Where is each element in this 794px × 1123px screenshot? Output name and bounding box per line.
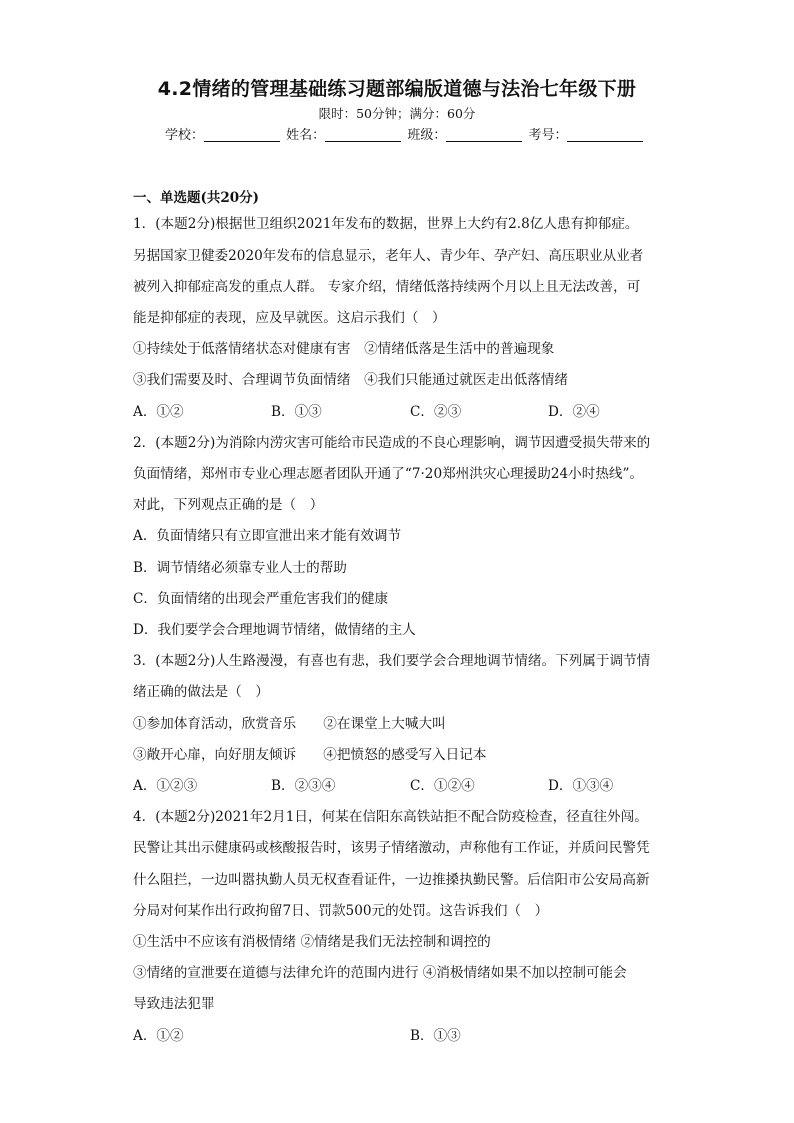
question-3-statement: ①参加体育活动，欣赏音乐 ②在课堂上大喊大叫 <box>133 716 446 732</box>
question-3-statement: ③敞开心扉，向好朋友倾诉 ④把愤怒的感受写入日记本 <box>133 747 487 763</box>
question-2-line: 2．(本题2分)为消除内涝灾害可能给市民造成的不良心理影响，调节因遭受损失带来的 <box>133 435 651 451</box>
question-2-line: 负面情绪，郑州市专业心理志愿者团队开通了“7·20郑州洪灾心理援助24小时热线”。 <box>133 466 644 482</box>
time-limit-info: 限时：50分钟；满分：60分 <box>318 106 476 121</box>
question-3-line: 3．(本题2分)人生路漫漫，有喜也有悲，我们要学会合理地调节情绪。下列属于调节情 <box>133 653 651 669</box>
question-4-statement: 导致违法犯罪 <box>133 996 215 1012</box>
question-3-option-a[interactable]: A．①②③ <box>133 778 198 794</box>
name-label: 姓名： <box>286 128 326 143</box>
question-1-statement: ③我们需要及时、合理调节负面情绪 ④我们只能通过就医走出低落情绪 <box>133 372 568 388</box>
question-4-line: 分局对何某作出行政拘留7日、罚款500元的处罚。这告诉我们（ ） <box>133 903 549 919</box>
question-2-option-a[interactable]: A．负面情绪只有立即宣泄出来才能有效调节 <box>133 528 402 544</box>
student-info-fields <box>165 124 645 143</box>
question-1-line: 能是抑郁症的表现，应及早就医。这启示我们（ ） <box>133 310 446 326</box>
school-label: 学校： <box>165 128 205 143</box>
exam-number-label: 考号： <box>528 128 568 143</box>
question-1-line: 另据国家卫健委2020年发布的信息显示，老年人、青少年、孕产妇、高压职业从业者 <box>133 248 644 264</box>
question-4-option-a[interactable]: A．①② <box>133 1028 184 1044</box>
question-4-option-b[interactable]: B．①③ <box>410 1028 461 1044</box>
question-3-option-d[interactable]: D．①③④ <box>548 778 614 794</box>
question-4-line: 什么阻拦，一边叫嚣执勤人员无权查看证件，一边推搡执勤民警。后信阳市公安局高新 <box>133 872 650 888</box>
question-1-option-a[interactable]: A．①② <box>133 404 184 420</box>
question-1-line: 被列入抑郁症高发的重点人群。 专家介绍，情绪低落持续两个月以上且无法改善，可 <box>133 279 641 295</box>
question-4-line: 民警让其出示健康码或核酸报告时，该男子情绪激动，声称他有工作证，并质问民警凭 <box>133 840 650 856</box>
question-2-line: 对此，下列观点正确的是（ ） <box>133 497 324 513</box>
question-1-option-b[interactable]: B．①③ <box>271 404 322 420</box>
question-3-option-c[interactable]: C．①②④ <box>410 778 475 794</box>
class-field[interactable] <box>446 127 522 142</box>
name-field[interactable] <box>325 127 401 142</box>
question-4-statement: ①生活中不应该有消极情绪 ②情绪是我们无法控制和调控的 <box>133 934 491 950</box>
question-4-line: 4．(本题2分)2021年2月1日，何某在信阳东高铁站拒不配合防疫检查，径直往外闯。 <box>133 809 648 825</box>
exam-number-field[interactable] <box>567 127 643 142</box>
question-2-option-d[interactable]: D．我们要学会合理地调节情绪，做情绪的主人 <box>133 622 416 638</box>
question-4-statement: ③情绪的宣泄要在道德与法律允许的范围内进行 ④消极情绪如果不加以控制可能会 <box>133 965 627 981</box>
question-1-statement: ①持续处于低落情绪状态对健康有害 ②情绪低落是生活中的普遍现象 <box>133 341 555 357</box>
question-3-option-b[interactable]: B．②③④ <box>271 778 336 794</box>
page-title: 4.2情绪的管理基础练习题部编版道德与法治七年级下册 <box>157 78 637 100</box>
question-1-line: 1．(本题2分)根据世卫组织2021年发布的数据，世界上大约有2.8亿人患有抑郁症。 <box>133 216 639 232</box>
school-field[interactable] <box>204 127 280 142</box>
question-3-line: 绪正确的做法是（ ） <box>133 684 269 700</box>
question-2-option-b[interactable]: B．调节情绪必须靠专业人士的帮助 <box>133 560 347 576</box>
section-heading: 一、单选题(共20分) <box>133 190 260 206</box>
question-1-option-c[interactable]: C．②③ <box>410 404 462 420</box>
question-2-option-c[interactable]: C．负面情绪的出现会严重危害我们的健康 <box>133 591 389 607</box>
question-1-option-d[interactable]: D．②④ <box>548 404 600 420</box>
class-label: 班级： <box>407 128 447 143</box>
